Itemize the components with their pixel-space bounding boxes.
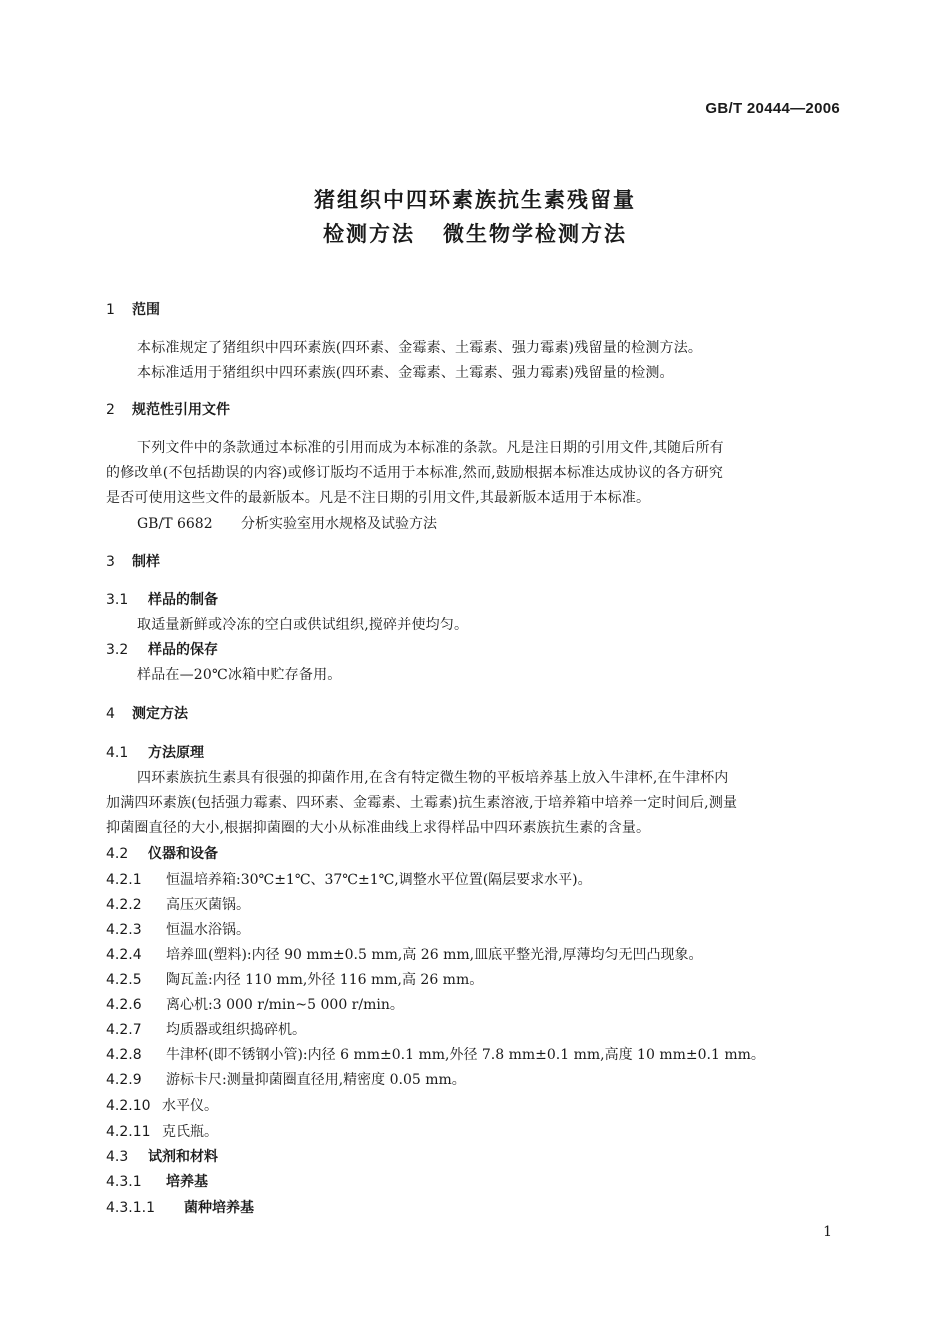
reference-title: 分析实验室用水规格及试验方法 — [241, 516, 437, 532]
section-2-para-line-3: 是否可使用这些文件的最新版本。凡是不注日期的引用文件,其最新版本适用于本标准。 — [106, 490, 651, 506]
normative-reference — [137, 514, 845, 534]
section-4-1-line-2: 加满四环素族(包括强力霉素、四环素、金霉素、土霉素)抗生素溶液,于培养箱中培养一定时间后,测量 — [106, 795, 738, 811]
list-item: 4.2.11 克氏瓶。 — [106, 1124, 218, 1140]
section-3-1-heading: 3.1 样品的制备 — [106, 592, 218, 608]
reference-code: GB/T 6682 — [137, 516, 213, 532]
section-4-3-1-heading: 4.3.1 培养基 — [106, 1174, 208, 1190]
section-4-2-heading: 4.2 仪器和设备 — [106, 846, 218, 862]
list-item: 4.2.1 恒温培养箱:30℃±1℃、37℃±1℃,调整水平位置(隔层要求水平)。 — [106, 872, 592, 888]
section-3-2-heading: 3.2 样品的保存 — [106, 642, 218, 658]
section-2-para-line-1: 下列文件中的条款通过本标准的引用而成为本标准的条款。凡是注日期的引用文件,其随后所有 — [137, 440, 724, 456]
list-item: 4.2.2 高压灭菌锅。 — [106, 897, 250, 913]
page-number: 1 — [823, 1224, 832, 1240]
list-item: 4.2.9 游标卡尺:测量抑菌圈直径用,精密度 0.05 mm。 — [106, 1072, 466, 1088]
section-1-para-2: 本标准适用于猪组织中四环素族(四环素、金霉素、土霉素、强力霉素)残留量的检测。 — [137, 365, 674, 381]
section-1-heading: 1 范围 — [106, 302, 160, 318]
section-2-heading: 2 规范性引用文件 — [106, 402, 230, 418]
list-item: 4.2.10 水平仪。 — [106, 1098, 218, 1114]
title-line-1: 猪组织中四环素族抗生素残留量 — [314, 188, 636, 212]
title-line-2a: 检测方法 — [323, 222, 415, 246]
list-item: 4.2.8 牛津杯(即不锈钢小管):内径 6 mm±0.1 mm,外径 7.8 mm±0.1 mm,高度 10 mm±0.1 mm。 — [106, 1047, 765, 1063]
section-4-3-heading: 4.3 试剂和材料 — [106, 1149, 218, 1165]
list-item: 4.2.3 恒温水浴锅。 — [106, 922, 250, 938]
section-1-para-1: 本标准规定了猪组织中四环素族(四环素、金霉素、土霉素、强力霉素)残留量的检测方法。 — [137, 340, 703, 356]
title-line-2b: 微生物学检测方法 — [443, 222, 627, 246]
section-4-1-line-1: 四环素族抗生素具有很强的抑菌作用,在含有特定微生物的平板培养基上放入牛津杯,在牛津杯内 — [137, 770, 729, 786]
list-item: 4.2.5 陶瓦盖:内径 110 mm,外径 116 mm,高 26 mm。 — [106, 972, 484, 988]
list-item: 4.2.7 均质器或组织捣碎机。 — [106, 1022, 306, 1038]
section-4-3-1-1-heading: 4.3.1.1 菌种培养基 — [106, 1200, 254, 1216]
section-4-heading: 4 测定方法 — [106, 706, 188, 722]
standard-code: GB/T 20444—2006 — [705, 100, 840, 117]
list-item: 4.2.6 离心机:3 000 r/min~5 000 r/min。 — [106, 997, 404, 1013]
section-3-heading: 3 制样 — [106, 554, 160, 570]
section-3-1-text: 取适量新鲜或冷冻的空白或供试组织,搅碎并使均匀。 — [137, 617, 469, 633]
section-3-2-text: 样品在—20℃冰箱中贮存备用。 — [137, 667, 342, 683]
list-item: 4.2.4 培养皿(塑料):内径 90 mm±0.5 mm,高 26 mm,皿底平整光滑,厚薄均匀无凹凸现象。 — [106, 947, 703, 963]
title-line-2 — [0, 218, 950, 248]
section-4-1-heading: 4.1 方法原理 — [106, 745, 204, 761]
section-2-para-line-2: 的修改单(不包括勘误的内容)或修订版均不适用于本标准,然而,鼓励根据本标准达成协议的各方研究 — [106, 465, 724, 481]
section-4-1-line-3: 抑菌圈直径的大小,根据抑菌圈的大小从标准曲线上求得样品中四环素族抗生素的含量。 — [106, 820, 651, 836]
